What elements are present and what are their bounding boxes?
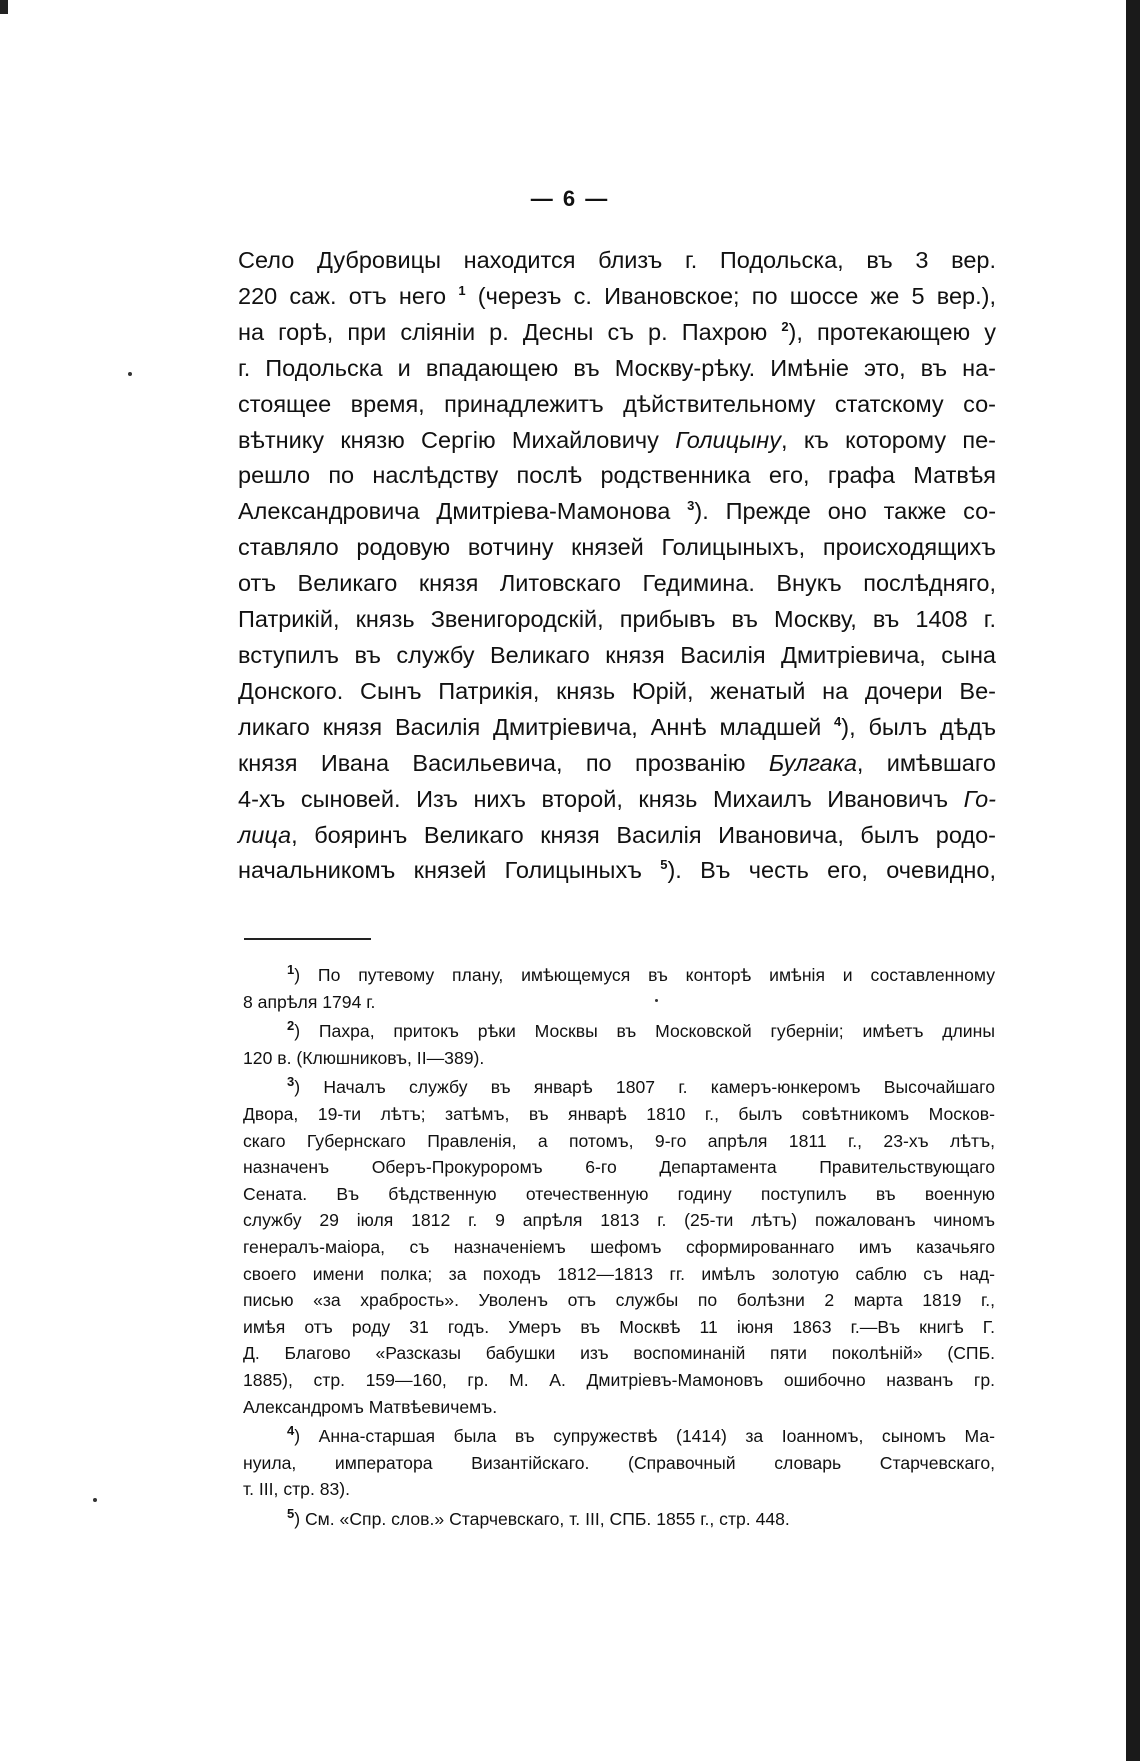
footnote-line: $^1$) По путевому плану, имѣющемуся въ конторѣ имѣнія и составленному bbox=[287, 962, 995, 985]
footnote-mark: 3 bbox=[287, 1074, 295, 1090]
footnote-mark: 5 bbox=[287, 1506, 295, 1522]
footnote-line: Сената. Въ бѣдственную отечественную годину поступилъ въ военную bbox=[243, 1183, 995, 1204]
footnote-ref-1[interactable]: 1 bbox=[458, 283, 466, 299]
footnote-line: писью «за храбрость». Уволенъ отъ службы по болѣзни 2 марта 1819 г., bbox=[243, 1290, 995, 1311]
text-line: 4-хъ сыновей. Изъ нихъ второй, князь Михаилъ Ивановичъ Го- bbox=[238, 785, 996, 812]
text-line: князя Ивана Васильевича, по прозванію Булгака, имѣвшаго bbox=[238, 749, 996, 776]
surname-italic: лица bbox=[238, 821, 292, 848]
margin-speck bbox=[128, 372, 132, 376]
footnote-line: $^3$) Началъ службу въ январѣ 1807 г. камеръ-юнкеромъ Высочайшаго bbox=[287, 1074, 995, 1098]
surname-italic: Голицыну bbox=[675, 426, 781, 453]
footnote-mark: 2 bbox=[287, 1018, 295, 1034]
scan-corner-mark bbox=[0, 0, 8, 14]
footnote-line: 120 в. (Клюшниковъ, II—389). bbox=[243, 1047, 485, 1068]
footnote-ref-2[interactable]: 2 bbox=[781, 318, 789, 334]
footnote-line: $^5$) См. «Спр. слов.» Старчевскаго, т. III, СПБ. 1855 г., стр. 448. bbox=[287, 1506, 790, 1529]
main-paragraph bbox=[238, 243, 996, 889]
text-line: отъ Великаго князя Литовскаго Гедимина. Внукъ послѣдняго, bbox=[238, 570, 996, 597]
footnotes bbox=[243, 962, 995, 1532]
text-line: стоящее время, принадлежитъ дѣйствительному статскому со- bbox=[238, 390, 996, 417]
footnote-ref-3[interactable]: 3 bbox=[687, 498, 695, 514]
footnote-ref-4[interactable]: 4 bbox=[834, 713, 842, 729]
text-line: ликаго князя Василія Дмитріевича, Аннѣ младшей $^4$), былъ дѣдъ bbox=[238, 713, 997, 740]
scan-edge-shadow bbox=[1126, 0, 1140, 1761]
text-line: г. Подольска и впадающею въ Москву-рѣку. Имѣніе это, въ на- bbox=[238, 354, 996, 381]
footnote-line: Двора, 19-ти лѣтъ; затѣмъ, въ январѣ 1810 г., былъ совѣтникомъ Москов- bbox=[243, 1103, 995, 1124]
footnote-line: своего имени полка; за походъ 1812—1813 гг. имѣлъ золотую саблю съ над- bbox=[243, 1263, 995, 1284]
text-line: Село Дубровицы находится близъ г. Подольска, въ 3 вер. bbox=[238, 247, 996, 273]
footnote-separator bbox=[244, 938, 371, 940]
text-line: лица, бояринъ Великаго князя Василія Ивановича, былъ родо- bbox=[238, 821, 996, 848]
text-line: вѣтнику князю Сергію Михайловичу Голицыну, къ которому пе- bbox=[238, 426, 996, 453]
footnote-line: Д. Благово «Разсказы бабушки изъ воспоминаній пяти поколѣній» (СПБ. bbox=[243, 1343, 995, 1364]
footnote-line: $^2$) Пахра, притокъ рѣки Москвы въ Московской губерніи; имѣетъ длины bbox=[287, 1018, 995, 1042]
footnote-line: 8 апрѣля 1794 г. bbox=[243, 991, 376, 1012]
page-number: — 6 — bbox=[530, 186, 610, 211]
footnote-line: $^4$) Анна-старшая была въ супружествѣ (1414) за Іоанномъ, сыномъ Ма- bbox=[287, 1423, 995, 1447]
text-line: Александровича Дмитріева-Мамонова $^3$). Прежде оно также со- bbox=[238, 498, 997, 525]
footnote-line: Александромъ Матвѣевичемъ. bbox=[243, 1396, 498, 1417]
text-line: вступилъ въ службу Великаго князя Василія Дмитріевича, сына bbox=[238, 641, 996, 668]
footnote-line: назначенъ Оберъ-Прокуроромъ 6-го Департамента Правительствующаго bbox=[243, 1157, 995, 1178]
footnote-line: 1885), стр. 159—160, гр. М. А. Дмитріевъ-Мамоновъ ошибочно названъ гр. bbox=[243, 1369, 995, 1390]
footnote-line: нуила, императора Византійскаго. (Справочный словарь Старчевскаго, bbox=[243, 1452, 995, 1473]
footnote-line: имѣя отъ роду 31 годъ. Умеръ въ Москвѣ 11 іюня 1863 г.—Въ книгѣ Г. bbox=[243, 1316, 995, 1337]
footnote-4 bbox=[243, 1423, 995, 1503]
text-line: Донского. Сынъ Патрикія, князь Юрій, женатый на дочери Ве- bbox=[238, 677, 996, 704]
text-line: ставляло родовую вотчину князей Голицыныхъ, происходящихъ bbox=[238, 534, 996, 561]
footnote-3 bbox=[243, 1074, 995, 1420]
margin-speck bbox=[93, 1498, 97, 1502]
footnote-mark: 1 bbox=[287, 962, 295, 978]
footnote-1 bbox=[243, 962, 995, 1015]
text-line: Патрикій, князь Звенигородскій, прибывъ въ Москву, въ 1408 г. bbox=[238, 606, 996, 633]
footnote-line: генералъ-маіора, съ назначеніемъ шефомъ сформированнаго имъ казачьяго bbox=[243, 1236, 995, 1257]
footnote-5 bbox=[243, 1506, 995, 1533]
footnote-line: службу 29 іюля 1812 г. 9 апрѣля 1813 г. (25-ти лѣтъ) пожалованъ чиномъ bbox=[243, 1210, 995, 1231]
footnote-mark: 4 bbox=[287, 1423, 295, 1439]
footnote-line: скаго Губернскаго Правленія, а потомъ, 9-го апрѣля 1811 г., 23-хъ лѣтъ, bbox=[243, 1130, 995, 1151]
surname-italic: Го- bbox=[963, 785, 996, 812]
text-line: на горѣ, при сліяніи р. Десны съ р. Пахрою $^2$), протекающею у bbox=[238, 318, 996, 345]
footnote-ref-5[interactable]: 5 bbox=[660, 857, 668, 873]
text-line: начальникомъ князей Голицыныхъ $^5$). Въ честь его, очевидно, bbox=[238, 857, 996, 884]
text-line: решло по наслѣдству послѣ родственника его, графа Матвѣя bbox=[238, 462, 996, 489]
footnote-2 bbox=[243, 1018, 995, 1071]
footnote-line: т. III, стр. 83). bbox=[243, 1479, 351, 1500]
nickname-italic: Булгака bbox=[768, 749, 857, 776]
text-line: 220 саж. отъ него $^1$ (черезъ с. Ивановское; по шоссе же 5 вер.), bbox=[238, 282, 997, 309]
